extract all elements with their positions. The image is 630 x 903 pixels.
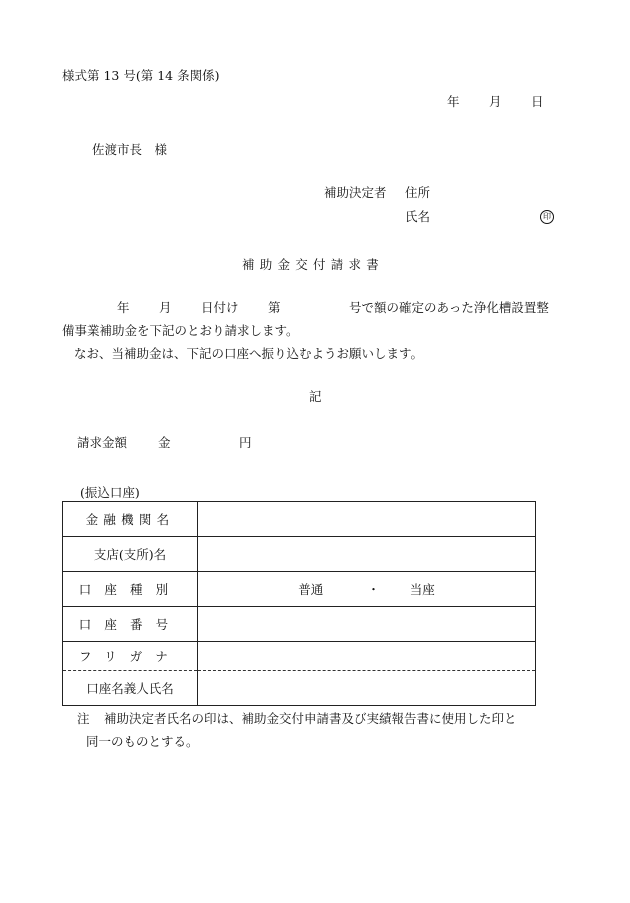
- account-holder-label: 口座名義人氏名: [63, 671, 198, 706]
- body-month: 月: [159, 300, 172, 315]
- account-type-label: 口座種別: [63, 572, 198, 607]
- account-type-touza: 当座: [409, 582, 435, 597]
- bank-name-label: 金融機関名: [63, 502, 198, 537]
- table-row: [63, 502, 536, 537]
- table-row: [63, 537, 536, 572]
- applicant-name-label: 氏名: [405, 209, 431, 224]
- bank-account-table: [62, 501, 536, 706]
- bank-heading: (振込口座): [80, 485, 140, 500]
- date-month: 月: [489, 94, 502, 109]
- ki-heading: 記: [309, 389, 322, 404]
- account-type-futsu: 普通: [298, 582, 324, 597]
- seal-mark: [540, 209, 554, 224]
- furigana-label: フリガナ: [63, 642, 198, 671]
- account-type-value: [198, 572, 536, 607]
- account-type-separator: ・: [367, 582, 380, 597]
- date-year: 年: [447, 94, 460, 109]
- amount-kin: 金: [158, 435, 171, 450]
- table-row: [63, 671, 536, 706]
- account-number-value: [198, 607, 536, 642]
- body-year: 年: [117, 300, 130, 315]
- form-number: 様式第 13 号(第 14 条関係): [62, 68, 220, 83]
- addressee: 佐渡市長 様: [92, 142, 168, 157]
- body-line1-rest: 号で額の確定のあった浄化槽設置整: [349, 300, 549, 315]
- body-line3: なお、当補助金は、下記の口座へ振り込むようお願いします。: [74, 346, 424, 361]
- applicant-role: 補助決定者: [324, 185, 387, 200]
- seal-icon: 印: [540, 210, 554, 224]
- furigana-value: [198, 642, 536, 671]
- applicant-address-label: 住所: [405, 185, 431, 200]
- document-title: 補助金交付請求書: [242, 257, 385, 272]
- date-day: 日: [531, 94, 544, 109]
- note-prefix: 注: [77, 711, 90, 726]
- note-line2: 同一のものとする。: [86, 734, 199, 749]
- note-line1: 補助決定者氏名の印は、補助金交付申請書及び実績報告書に使用した印と: [104, 711, 517, 726]
- table-row: [63, 642, 536, 671]
- branch-name-label: 支店(支所)名: [63, 537, 198, 572]
- body-dai: 第: [268, 300, 281, 315]
- amount-yen: 円: [239, 435, 252, 450]
- table-row: [63, 572, 536, 607]
- body-line2: 備事業補助金を下記のとおり請求します。: [62, 323, 299, 338]
- table-row: [63, 607, 536, 642]
- amount-label: 請求金額: [77, 435, 128, 450]
- body-day: 日付け: [201, 300, 239, 315]
- account-number-label: 口座番号: [63, 607, 198, 642]
- account-holder-value: [198, 671, 536, 706]
- branch-name-value: [198, 537, 536, 572]
- bank-name-value: [198, 502, 536, 537]
